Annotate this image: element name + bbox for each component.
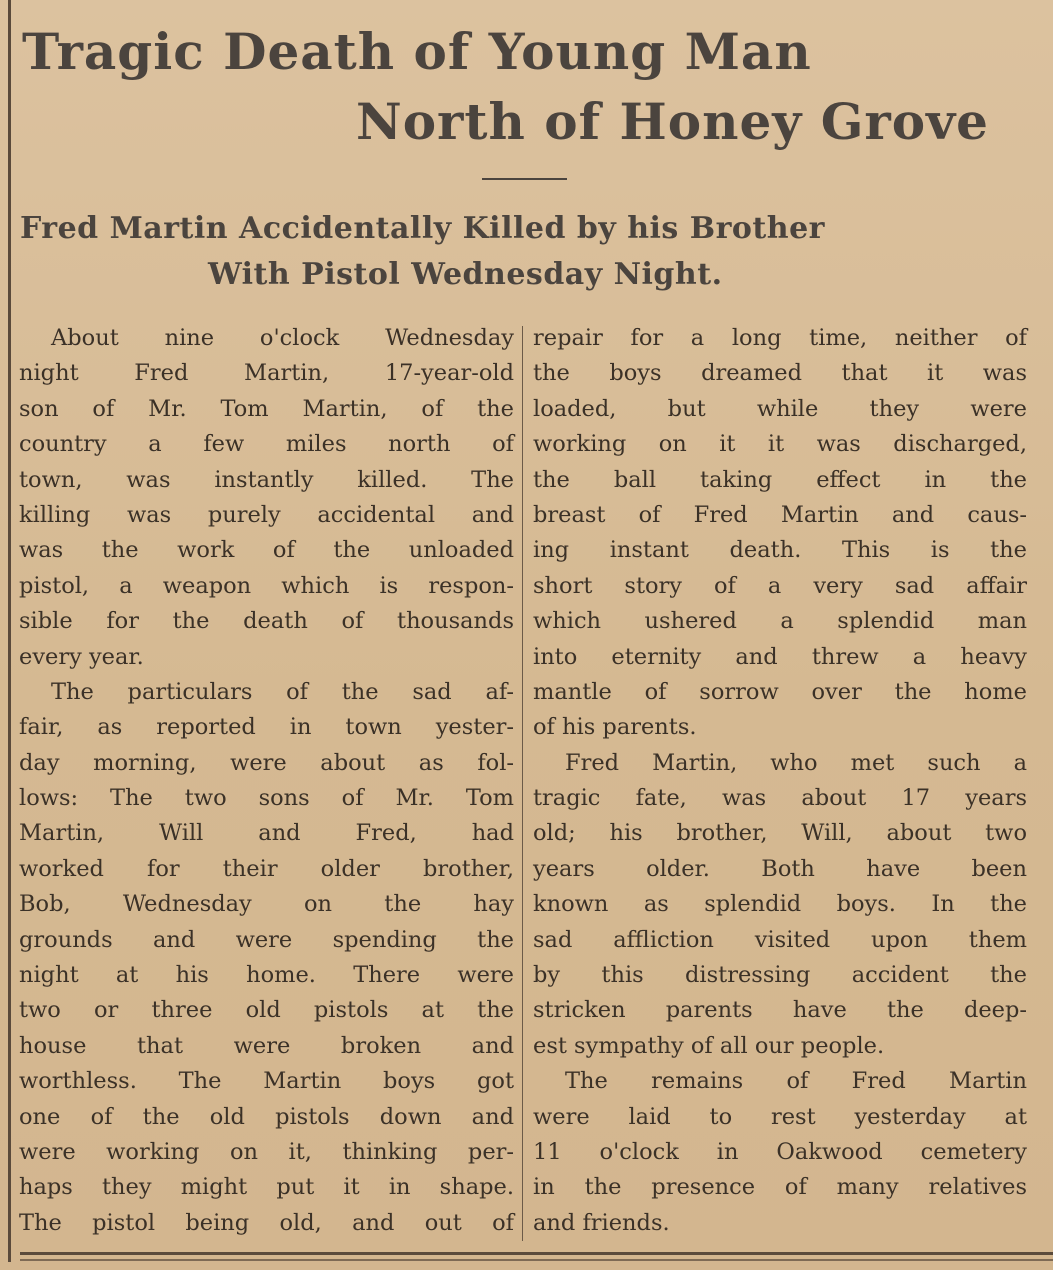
text-line: pistol, a weapon which is respon- — [19, 572, 514, 599]
text-line: short story of a very sad affair — [533, 572, 1027, 599]
text-line: known as splendid boys. In the — [533, 891, 1027, 918]
text-line: breast of Fred Martin and caus- — [533, 501, 1027, 528]
text-line: stricken parents have the deep- — [533, 997, 1027, 1024]
text-line: sad affliction visited upon them — [533, 926, 1027, 953]
text-line: mantle of sorrow over the home — [533, 678, 1027, 705]
text-line: tragic fate, was about 17 years — [533, 785, 1027, 812]
text-line: lows: The two sons of Mr. Tom — [19, 785, 514, 812]
text-line: Martin, Will and Fred, had — [19, 820, 514, 847]
text-line: day morning, were about as fol- — [19, 749, 514, 776]
subheadline-line-1: Fred Martin Accidentally Killed by his Brother — [20, 211, 825, 246]
text-line: grounds and were spending the — [19, 926, 514, 953]
text-line: est sympathy of all our people. — [533, 1032, 885, 1059]
bottom-rule — [20, 1252, 1053, 1255]
text-line: country a few miles north of — [19, 431, 514, 458]
text-line: were laid to rest yesterday at — [533, 1103, 1027, 1130]
headline-line-2: North of Honey Grove — [356, 92, 989, 151]
text-line: loaded, but while they were — [533, 395, 1027, 422]
text-line: haps they might put it in shape. — [19, 1174, 514, 1201]
text-line: repair for a long time, neither of — [533, 325, 1027, 351]
text-line: two or three old pistols at the — [19, 997, 514, 1024]
text-line: the ball taking effect in the — [533, 466, 1027, 493]
text-line: every year. — [19, 643, 144, 670]
text-line: night Fred Martin, 17-year-old — [19, 360, 514, 387]
text-line: years older. Both have been — [533, 855, 1027, 882]
text-line: son of Mr. Tom Martin, of the — [19, 395, 514, 422]
text-line: old; his brother, Will, about two — [533, 820, 1027, 847]
text-line: and friends. — [533, 1209, 670, 1236]
text-line: fair, as reported in town yester- — [19, 714, 514, 741]
text-line: The pistol being old, and out of — [19, 1209, 514, 1236]
text-line: worked for their older brother, — [19, 855, 514, 882]
text-line: the boys dreamed that it was — [533, 360, 1027, 387]
text-line: were working on it, thinking per- — [19, 1138, 514, 1165]
bottom-rule-thin — [20, 1259, 1053, 1261]
column-rule — [522, 326, 523, 1241]
text-line: The particulars of the sad af- — [51, 678, 514, 705]
text-line: night at his home. There were — [19, 962, 514, 989]
text-line: house that were broken and — [19, 1032, 514, 1059]
text-line: by this distressing accident the — [533, 962, 1027, 989]
text-line: About nine o'clock Wednesday — [51, 325, 514, 351]
text-line: of his parents. — [533, 714, 697, 741]
text-line: one of the old pistols down and — [19, 1103, 514, 1130]
text-line: which ushered a splendid man — [533, 608, 1027, 635]
text-line: working on it it was discharged, — [533, 431, 1027, 458]
subheadline-line-2: With Pistol Wednesday Night. — [208, 257, 723, 292]
text-line: ing instant death. This is the — [533, 537, 1027, 564]
text-line: Bob, Wednesday on the hay — [19, 891, 514, 918]
article-column-left — [19, 321, 514, 1241]
text-line: sible for the death of thousands — [19, 608, 514, 635]
text-line: worthless. The Martin boys got — [19, 1068, 514, 1095]
article-column-right — [533, 321, 1027, 1241]
text-line: into eternity and threw a heavy — [533, 643, 1027, 670]
text-line: was the work of the unloaded — [19, 537, 514, 564]
text-line: killing was purely accidental and — [19, 501, 514, 528]
text-line: The remains of Fred Martin — [565, 1068, 1027, 1095]
text-line: Fred Martin, who met such a — [565, 749, 1027, 776]
text-line: 11 o'clock in Oakwood cemetery — [533, 1138, 1027, 1165]
left-border-rule — [8, 0, 11, 1262]
text-line: town, was instantly killed. The — [19, 466, 514, 493]
text-line: in the presence of many relatives — [533, 1174, 1027, 1201]
headline-divider — [482, 178, 567, 180]
headline-line-1: Tragic Death of Young Man — [22, 22, 812, 81]
